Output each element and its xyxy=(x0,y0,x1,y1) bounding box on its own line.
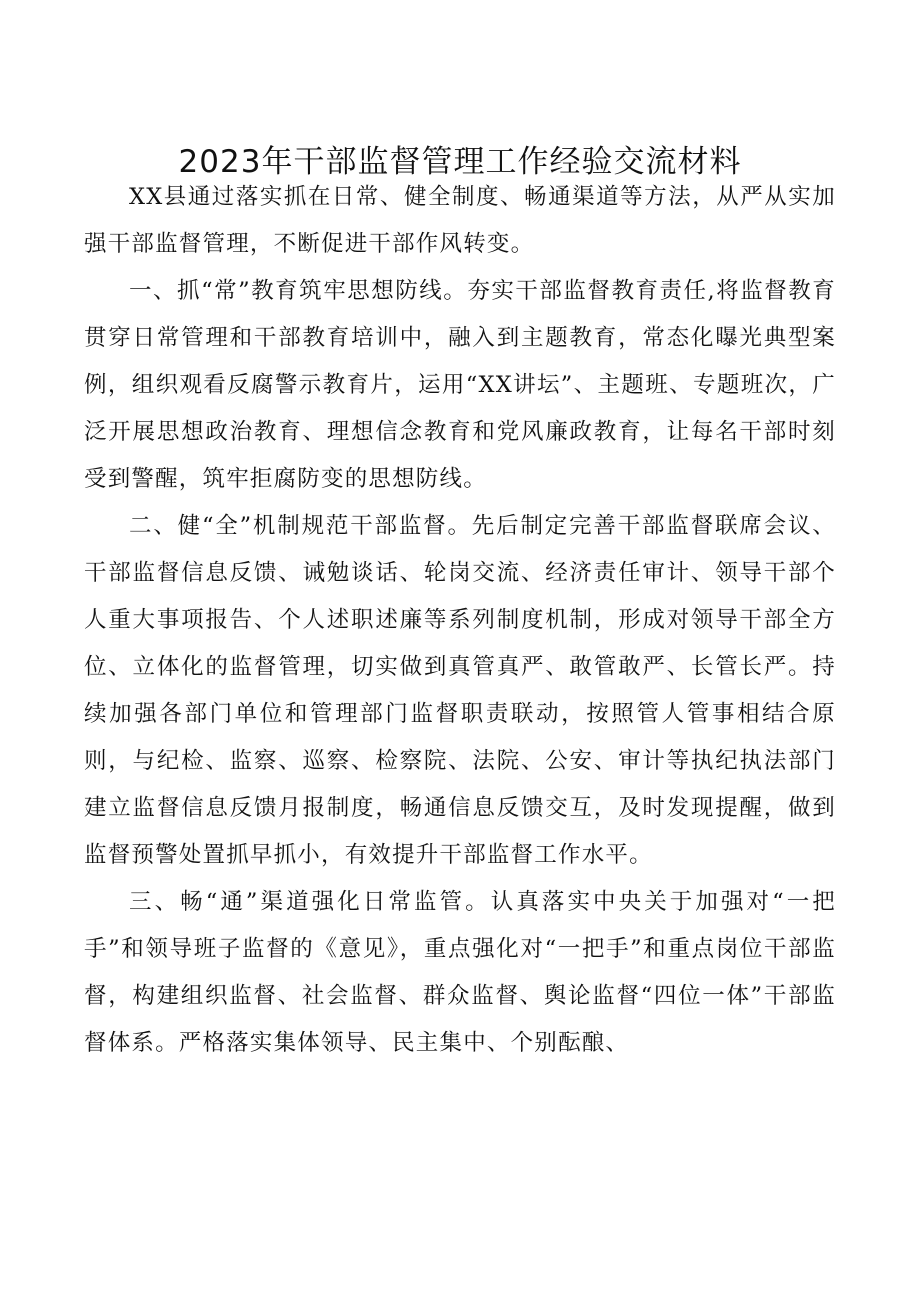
paragraph-section-2: 二、健“全”机制规范干部监督。先后制定完善干部监督联席会议、干部监督信息反馈、诫勉谈话、轮岗交流、经济责任审计、领导干部个人重大事项报告、个人述职述廉等系列制度机制，形成对领导干部全方位、立体化的监督管理，切实做到真管真严、敢管敢严、长管长严。持续加强各部门单位和管理部门监督职责联动，按照管人管事相结合原则，与纪检、监察、巡察、检察院、法院、公安、审计等执纪执法部门建立监督信息反馈月报制度，畅通信息反馈交互，及时发现提醒，做到监督预警处置抓早抓小，有效提升干部监督工作水平。 xyxy=(84,513,836,868)
paragraph-section-3: 三、畅“通”渠道强化日常监管。认真落实中央关于加强对“一把手”和领导班子监督的《意见》，重点强化对“一把手”和重点岗位干部监督，构建组织监督、社会监督、群众监督、舆论监督“四位一体”干部监督体系。严格落实集体领导、民主集中、个别酝酿、 xyxy=(84,889,836,1056)
document-title: 2023年干部监督管理工作经验交流材料 xyxy=(178,144,742,180)
document-body xyxy=(84,174,836,1067)
paragraph-intro: XX县通过落实抓在日常、健全制度、畅通渠道等方法，从严从实加强干部监督管理，不断促进干部作风转变。 xyxy=(84,184,836,257)
paragraph-section-1: 一、抓“常”教育筑牢思想防线。夯实干部监督教育责任,将监督教育贯穿日常管理和干部教育培训中，融入到主题教育，常态化曝光典型案例，组织观看反腐警示教育片，运用“XX讲坛”、主题班、专题班次，广泛开展思想政治教育、理想信念教育和党风廉政教育，让每名干部时刻受到警醒，筑牢拒腐防变的思想防线。 xyxy=(84,278,836,492)
